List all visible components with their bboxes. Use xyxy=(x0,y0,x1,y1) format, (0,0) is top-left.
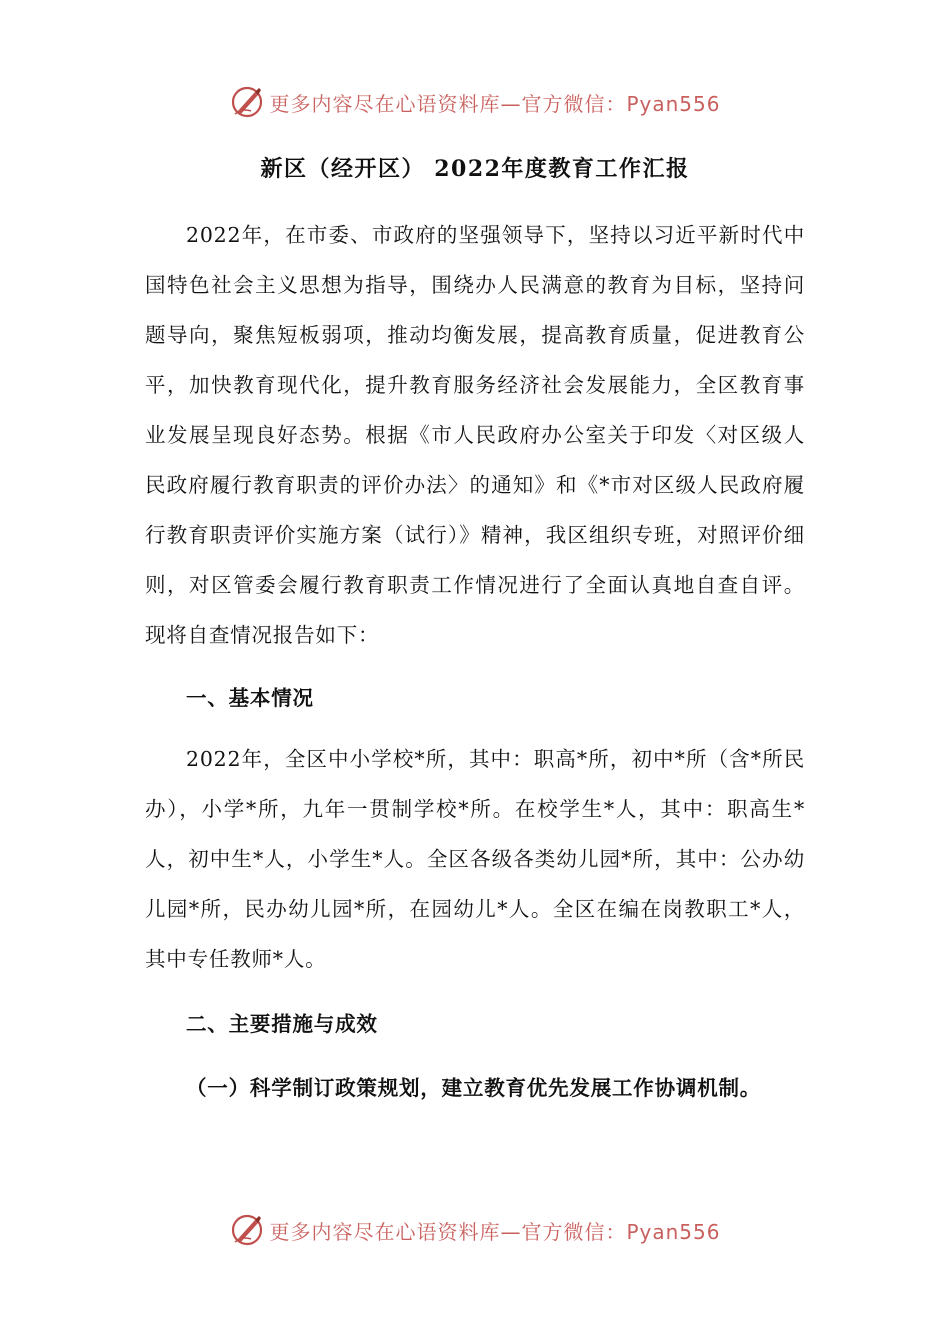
pen-logo-icon xyxy=(229,1212,265,1248)
section-heading-measures: 二、主要措施与成效 xyxy=(186,1012,378,1036)
pen-logo-icon xyxy=(229,84,265,120)
watermark-text: 更多内容尽在心语资料库—官方微信：Pyan556 xyxy=(269,1219,721,1244)
basic-situation-paragraph: 2022年，全区中小学校*所，其中：职高*所，初中*所（含*所民办），小学*所，九年一贯制学校*所。在校学生*人，其中：职高生*人，初中生*人，小学生*人。全区各级各类幼儿园*所，其中：公办幼儿园*所，民办幼儿园*所，在园幼儿*人。全区在编在岗教职工*人，其中专任教师*人。 xyxy=(145,747,805,971)
intro-paragraph: 2022年，在市委、市政府的坚强领导下，坚持以习近平新时代中国特色社会主义思想为指导，围绕办人民满意的教育为目标，坚持问题导向，聚焦短板弱项，推动均衡发展，提高教育质量，促进教育公平，加快教育现代化，提升教育服务经济社会发展能力，全区教育事业发展呈现良好态势。根据《市人民政府办公室关于印发〈对区级人民政府履行教育职责的评价办法〉的通知》和《*市对区级人民政府履行教育职责评价实施方案（试行）》精神，我区组织专班，对照评价细则，对区管委会履行教育职责工作情况进行了全面认真地自查自评。现将自查情况报告如下： xyxy=(145,223,805,647)
watermark-text: 更多内容尽在心语资料库—官方微信：Pyan556 xyxy=(269,91,721,116)
watermark-top xyxy=(0,82,950,122)
watermark-bottom xyxy=(0,1210,950,1250)
section-heading-basic-situation: 一、基本情况 xyxy=(186,686,314,710)
subsection-heading-policy-planning: （一）科学制订政策规划，建立教育优先发展工作协调机制。 xyxy=(186,1076,762,1100)
page-title: 新区（经开区） 2022年度教育工作汇报 xyxy=(260,156,690,182)
